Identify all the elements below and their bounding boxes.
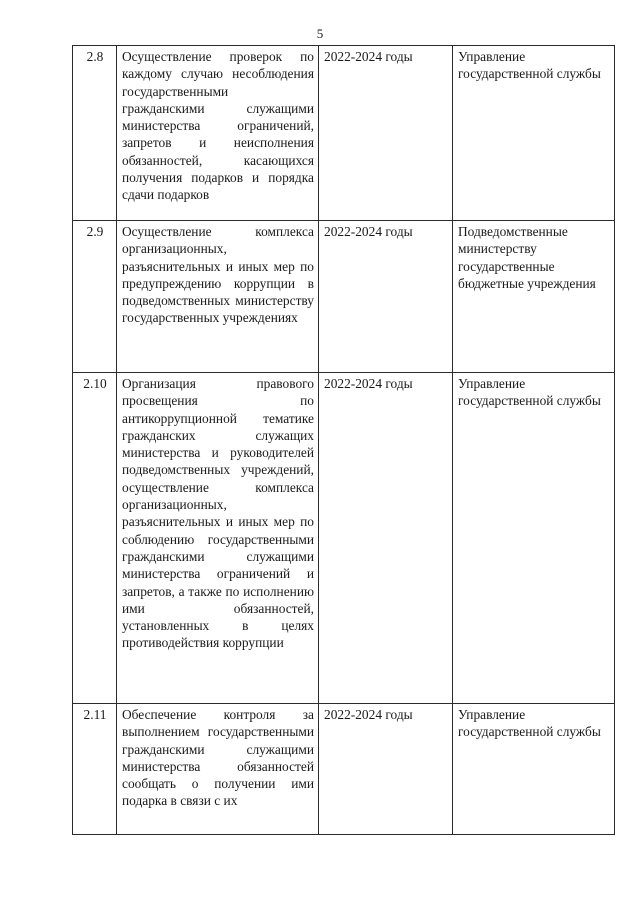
page-number: 5 bbox=[316, 26, 324, 41]
item-number: 2.10 bbox=[73, 373, 117, 704]
item-number: 2.11 bbox=[73, 704, 117, 835]
measures-table bbox=[72, 45, 615, 835]
item-number: 2.8 bbox=[73, 46, 117, 221]
table-row bbox=[73, 221, 615, 373]
period-cell: 2022-2024 годы bbox=[319, 704, 453, 835]
responsible-cell: Управление государственной службы bbox=[453, 704, 615, 835]
table-row bbox=[73, 373, 615, 704]
period-cell: 2022-2024 годы bbox=[319, 373, 453, 704]
table-row bbox=[73, 46, 615, 221]
responsible-cell: Подведомственные министерству государственные бюджетные учреждения bbox=[453, 221, 615, 373]
period-cell: 2022-2024 годы bbox=[319, 221, 453, 373]
responsible-cell: Управление государственной службы bbox=[453, 46, 615, 221]
table-row bbox=[73, 704, 615, 835]
measure-description: Обеспечение контроля за выполнением государственными гражданскими служащими министерства обязанностей сообщать о получении ими подарка в связи с их bbox=[117, 704, 319, 835]
item-number: 2.9 bbox=[73, 221, 117, 373]
responsible-cell: Управление государственной службы bbox=[453, 373, 615, 704]
measure-description: Осуществление комплекса организационных, разъяснительных и иных мер по предупреждению коррупции в подведомственных министерству государственных учреждениях bbox=[117, 221, 319, 373]
measure-description: Осуществление проверок по каждому случаю несоблюдения государственными гражданскими служащими министерства ограничений, запретов и неисполнения обязанностей, касающихся получения подарков и порядка сдачи подарков bbox=[117, 46, 319, 221]
period-cell: 2022-2024 годы bbox=[319, 46, 453, 221]
measure-description: Организация правового просвещения по антикоррупционной тематике гражданских служащих министерства и руководителей подведомственных учреждений, осуществление комплекса организационных, разъяснительных и иных мер по соблюдению государственными гражданскими служащими министерства ограничений и запретов, а также по исполнению ими обязанностей, установленных в целях противодействия коррупции bbox=[117, 373, 319, 704]
